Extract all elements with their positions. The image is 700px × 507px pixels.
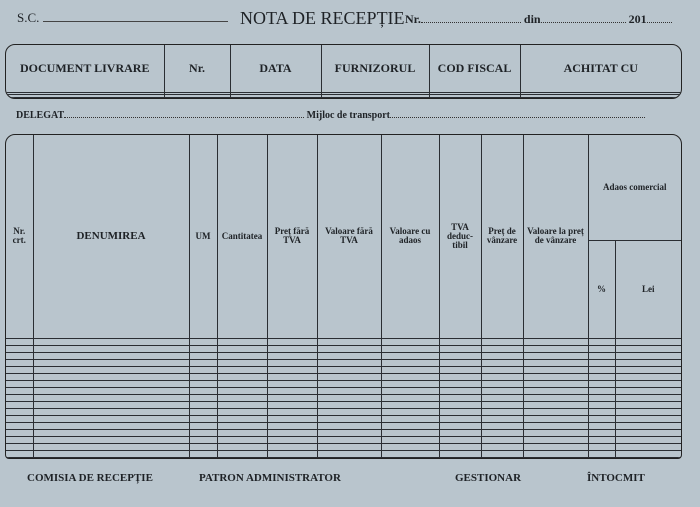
table-row [6,450,681,457]
table-cell[interactable] [33,408,189,415]
table-cell[interactable] [588,429,615,436]
table-cell[interactable] [33,352,189,359]
table-cell[interactable] [523,366,588,373]
items-header-cell: UM [189,135,217,338]
table-cell[interactable] [317,394,381,401]
table-cell[interactable] [217,443,267,450]
table-cell[interactable] [523,394,588,401]
table-cell[interactable] [189,443,217,450]
table-cell[interactable] [381,338,439,345]
table-cell[interactable] [189,359,217,366]
table-cell[interactable] [33,443,189,450]
table-cell[interactable] [317,338,381,345]
items-header-cell: Preț fără TVA [267,135,317,338]
table-cell[interactable] [189,345,217,352]
delivery-header-cell: COD FISCAL [429,45,520,92]
table-cell[interactable] [523,429,588,436]
delivery-cell[interactable] [164,95,230,98]
items-header-cell: Valoare fără TVA [317,135,381,338]
table-cell[interactable] [33,359,189,366]
table-cell[interactable] [317,352,381,359]
table-cell[interactable] [439,345,481,352]
table-cell[interactable] [439,408,481,415]
table-cell[interactable] [439,387,481,394]
delivery-header-cell: DATA [230,45,321,92]
table-cell[interactable] [267,359,317,366]
table-cell[interactable] [6,373,33,380]
table-cell[interactable] [615,429,681,436]
table-cell[interactable] [439,415,481,422]
table-cell[interactable] [523,352,588,359]
table-cell[interactable] [523,415,588,422]
table-cell[interactable] [615,422,681,429]
table-cell[interactable] [615,443,681,450]
table-cell[interactable] [439,429,481,436]
table-cell[interactable] [381,450,439,457]
table-cell[interactable] [588,401,615,408]
table-cell[interactable] [267,394,317,401]
table-cell[interactable] [481,387,523,394]
table-cell[interactable] [217,338,267,345]
items-subheader-cell: Lei [615,240,681,338]
table-cell[interactable] [381,359,439,366]
table-cell[interactable] [317,401,381,408]
table-cell[interactable] [189,352,217,359]
table-row [6,443,681,450]
table-cell[interactable] [317,415,381,422]
table-cell[interactable] [6,394,33,401]
table-cell[interactable] [381,429,439,436]
number-date-fields[interactable] [405,12,672,27]
table-cell[interactable] [189,436,217,443]
table-cell[interactable] [588,338,615,345]
table-cell[interactable] [481,436,523,443]
table-row [6,373,681,380]
table-cell[interactable] [6,450,33,457]
page-title: NOTA DE RECEPȚIE [240,8,405,28]
table-cell[interactable] [439,401,481,408]
table-cell[interactable] [267,338,317,345]
table-cell[interactable] [588,394,615,401]
table-cell[interactable] [189,429,217,436]
delegat-label: DELEGAT [16,110,65,121]
table-row [6,359,681,366]
table-cell[interactable] [189,387,217,394]
table-cell[interactable] [317,429,381,436]
gestionar-signature: GESTIONAR [455,472,522,484]
table-cell[interactable] [381,408,439,415]
table-cell[interactable] [267,450,317,457]
table-cell[interactable] [217,366,267,373]
table-cell[interactable] [6,401,33,408]
table-cell[interactable] [588,408,615,415]
table-cell[interactable] [523,345,588,352]
table-cell[interactable] [267,408,317,415]
table-cell[interactable] [481,401,523,408]
table-cell[interactable] [33,422,189,429]
table-cell[interactable] [317,366,381,373]
table-cell[interactable] [217,422,267,429]
delivery-header-cell: ACHITAT CU [520,45,681,92]
table-cell[interactable] [189,450,217,457]
table-cell[interactable] [439,338,481,345]
table-cell[interactable] [267,352,317,359]
table-cell[interactable] [189,366,217,373]
commission-signature: COMISIA DE RECEPȚIE [27,472,153,484]
delivery-cell[interactable] [6,95,164,98]
delegate-line[interactable] [16,110,681,121]
table-row [6,366,681,373]
table-cell[interactable] [381,387,439,394]
table-row [6,387,681,394]
table-cell[interactable] [481,415,523,422]
table-cell[interactable] [615,366,681,373]
table-cell[interactable] [189,401,217,408]
table-cell[interactable] [33,387,189,394]
table-cell[interactable] [6,415,33,422]
table-cell[interactable] [33,401,189,408]
items-header-cell: Valoare la preț de vânzare [523,135,588,338]
table-cell[interactable] [381,380,439,387]
delivery-header-cell: DOCUMENT LIVRARE [6,45,164,92]
table-cell[interactable] [217,401,267,408]
table-cell[interactable] [317,373,381,380]
items-table [5,134,682,459]
table-cell[interactable] [588,387,615,394]
table-cell[interactable] [439,380,481,387]
table-cell[interactable] [33,450,189,457]
table-cell[interactable] [317,436,381,443]
table-cell[interactable] [381,345,439,352]
table-cell[interactable] [33,436,189,443]
table-cell[interactable] [615,387,681,394]
table-cell[interactable] [189,373,217,380]
table-cell[interactable] [523,443,588,450]
table-cell[interactable] [6,338,33,345]
table-cell[interactable] [523,338,588,345]
table-cell[interactable] [217,352,267,359]
table-cell[interactable] [189,338,217,345]
table-cell[interactable] [267,415,317,422]
table-cell[interactable] [317,387,381,394]
table-cell[interactable] [6,429,33,436]
table-cell[interactable] [439,366,481,373]
table-cell[interactable] [267,345,317,352]
table-cell[interactable] [481,429,523,436]
table-cell[interactable] [439,394,481,401]
table-cell[interactable] [439,436,481,443]
items-header-cell: DENUMIREA [33,135,189,338]
table-row [6,429,681,436]
table-cell[interactable] [523,380,588,387]
table-cell[interactable] [6,345,33,352]
table-cell[interactable] [33,338,189,345]
table-cell[interactable] [615,338,681,345]
table-cell[interactable] [481,338,523,345]
table-cell[interactable] [6,359,33,366]
table-cell[interactable] [317,345,381,352]
delivery-cell[interactable] [429,95,520,98]
table-cell[interactable] [33,415,189,422]
table-cell[interactable] [481,443,523,450]
table-cell[interactable] [217,429,267,436]
table-cell[interactable] [588,415,615,422]
nr-label: Nr. [405,12,421,26]
table-cell[interactable] [381,373,439,380]
table-cell[interactable] [267,401,317,408]
table-cell[interactable] [6,436,33,443]
delivery-table [5,44,682,99]
table-cell[interactable] [615,373,681,380]
sc-label: S.C. [17,10,40,25]
table-cell[interactable] [615,345,681,352]
table-cell[interactable] [588,443,615,450]
table-row [6,338,681,345]
table-cell[interactable] [267,366,317,373]
table-cell[interactable] [523,373,588,380]
table-cell[interactable] [317,359,381,366]
table-cell[interactable] [523,422,588,429]
table-cell[interactable] [481,373,523,380]
table-cell[interactable] [267,436,317,443]
items-header-cell: Adaos comercial [588,135,681,240]
table-cell[interactable] [189,415,217,422]
table-cell[interactable] [439,422,481,429]
table-cell[interactable] [523,408,588,415]
table-cell[interactable] [615,359,681,366]
table-cell[interactable] [33,380,189,387]
table-cell[interactable] [217,387,267,394]
table-cell[interactable] [588,380,615,387]
table-cell[interactable] [523,359,588,366]
delivery-cell[interactable] [321,95,429,98]
items-header-cell: TVA deduc-tibil [439,135,481,338]
table-cell[interactable] [481,345,523,352]
delivery-cell[interactable] [230,95,321,98]
table-cell[interactable] [615,401,681,408]
table-cell[interactable] [523,450,588,457]
table-cell[interactable] [588,422,615,429]
delivery-row [6,95,681,98]
table-cell[interactable] [381,436,439,443]
table-cell[interactable] [317,443,381,450]
table-cell[interactable] [481,366,523,373]
table-cell[interactable] [588,450,615,457]
table-cell[interactable] [317,408,381,415]
table-cell[interactable] [381,422,439,429]
table-cell[interactable] [481,394,523,401]
table-row [6,345,681,352]
table-cell[interactable] [217,415,267,422]
table-row [6,352,681,359]
table-cell[interactable] [217,450,267,457]
table-cell[interactable] [588,345,615,352]
table-cell[interactable] [267,429,317,436]
table-row [6,422,681,429]
items-header-cell: Valoare cu adaos [381,135,439,338]
table-cell[interactable] [6,443,33,450]
table-cell[interactable] [189,380,217,387]
table-cell[interactable] [33,394,189,401]
table-cell[interactable] [317,422,381,429]
table-cell[interactable] [615,436,681,443]
table-cell[interactable] [217,373,267,380]
table-cell[interactable] [381,415,439,422]
table-cell[interactable] [439,352,481,359]
table-row [6,415,681,422]
table-cell[interactable] [33,345,189,352]
din-label: din [523,12,541,26]
table-cell[interactable] [381,352,439,359]
table-cell[interactable] [381,443,439,450]
table-cell[interactable] [481,352,523,359]
table-cell[interactable] [588,352,615,359]
table-cell[interactable] [615,380,681,387]
table-cell[interactable] [217,345,267,352]
table-cell[interactable] [523,387,588,394]
table-cell[interactable] [6,422,33,429]
table-cell[interactable] [381,366,439,373]
table-cell[interactable] [588,436,615,443]
table-cell[interactable] [588,366,615,373]
intocmit-signature: ÎNTOCMIT [587,472,645,484]
items-header-cell: Nr. crt. [6,135,33,338]
transport-label: Mijloc de transport [306,110,390,121]
patron-signature: PATRON ADMINISTRATOR [199,472,341,484]
table-cell[interactable] [6,408,33,415]
delivery-cell[interactable] [520,95,681,98]
delivery-header-cell: FURNIZORUL [321,45,429,92]
table-cell[interactable] [481,450,523,457]
sc-field[interactable] [17,10,228,26]
table-cell[interactable] [6,366,33,373]
table-row [6,436,681,443]
table-cell[interactable] [189,394,217,401]
table-cell[interactable] [588,373,615,380]
table-cell[interactable] [33,366,189,373]
table-cell[interactable] [439,359,481,366]
table-cell[interactable] [217,394,267,401]
table-cell[interactable] [267,387,317,394]
table-cell[interactable] [217,380,267,387]
items-subheader-cell: % [588,240,615,338]
table-cell[interactable] [267,373,317,380]
table-row [6,408,681,415]
table-cell[interactable] [381,401,439,408]
items-header-cell: Preț de vânzare [481,135,523,338]
items-header-cell: Cantitatea [217,135,267,338]
table-cell[interactable] [439,450,481,457]
table-cell[interactable] [481,422,523,429]
table-cell[interactable] [189,408,217,415]
table-cell[interactable] [217,359,267,366]
table-cell[interactable] [6,380,33,387]
table-cell[interactable] [217,408,267,415]
table-cell[interactable] [267,443,317,450]
table-cell[interactable] [6,387,33,394]
table-cell[interactable] [439,373,481,380]
table-cell[interactable] [481,380,523,387]
table-cell[interactable] [33,429,189,436]
table-cell[interactable] [615,408,681,415]
table-cell[interactable] [381,394,439,401]
table-cell[interactable] [481,408,523,415]
delivery-header-cell: Nr. [164,45,230,92]
table-cell[interactable] [588,359,615,366]
table-row [6,394,681,401]
table-cell[interactable] [6,352,33,359]
table-cell[interactable] [267,422,317,429]
table-cell[interactable] [317,450,381,457]
table-cell[interactable] [267,380,317,387]
year-label: 201 [628,12,647,26]
table-cell[interactable] [523,436,588,443]
table-cell[interactable] [615,394,681,401]
table-cell[interactable] [189,422,217,429]
table-cell[interactable] [217,436,267,443]
table-cell[interactable] [615,450,681,457]
table-cell[interactable] [439,443,481,450]
table-cell[interactable] [615,415,681,422]
table-row [6,380,681,387]
table-cell[interactable] [317,380,381,387]
table-cell[interactable] [523,401,588,408]
table-cell[interactable] [615,352,681,359]
table-cell[interactable] [33,373,189,380]
table-cell[interactable] [481,359,523,366]
table-row [6,401,681,408]
